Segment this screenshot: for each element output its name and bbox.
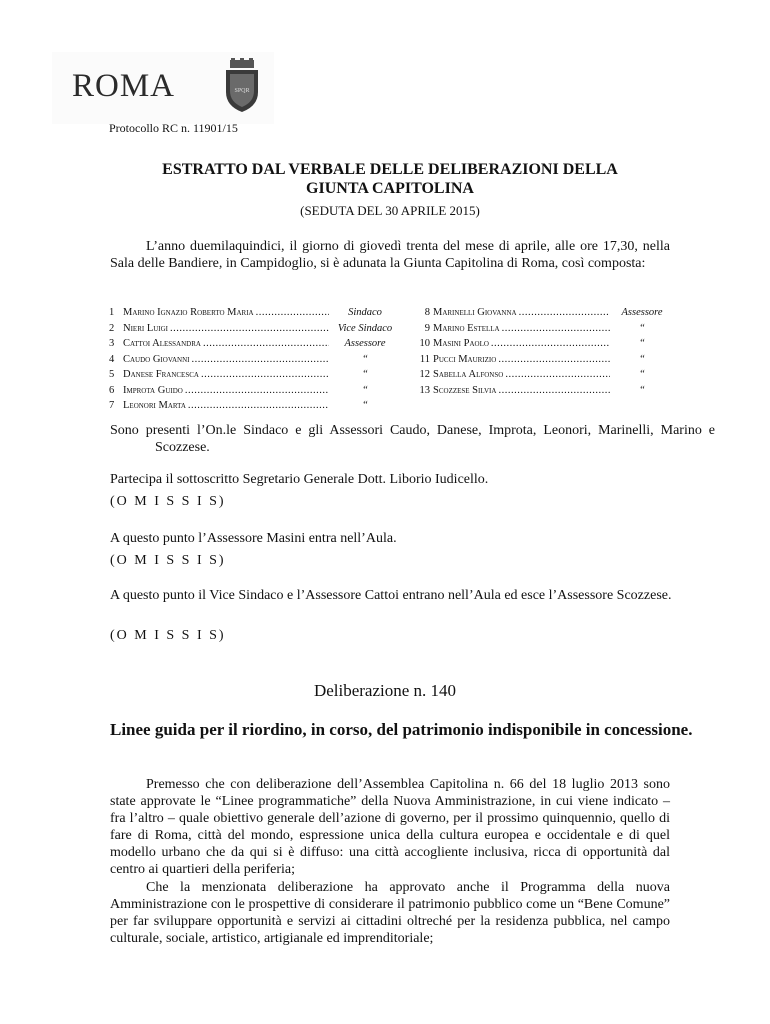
member-row: 5 Danese Francesca ..... “ xyxy=(109,367,399,383)
member-role: “ xyxy=(362,384,368,396)
document-title xyxy=(100,160,680,198)
omissis-3: (O M I S S I S) xyxy=(110,628,226,643)
che-paragraph: Che la menzionata deliberazione ha approvato anche il Programma della nuova Amministrazione con le prospettive di considerare il patrimonio pubblico come un “Bene Comune” per far sviluppare opportunità e servizi ai cittadini oltreché per la residenza pubblica, nel campo culturale, sociale, artistico, artigianale ed imprenditoriale; xyxy=(110,880,670,946)
member-name: Sabella Alfonso xyxy=(433,369,504,380)
member-row: 12 Sabella Alfonso ..... “ xyxy=(412,367,672,383)
member-row: 8 Marinelli Giovanna ..... Assessore xyxy=(412,305,672,321)
presenti-paragraph: Sono presenti l’On.le Sindaco e gli Assessori Caudo, Danese, Improta, Leonori, Marinelli, Marino e Scozzese. xyxy=(110,423,715,455)
member-row: 11 Pucci Maurizio ..... “ xyxy=(412,352,672,368)
member-row: 9 Marino Estella ..... “ xyxy=(412,321,672,337)
member-name: Caudo Giovanni xyxy=(123,353,190,365)
member-role: “ xyxy=(362,369,368,380)
session-date: (SEDUTA DEL 30 APRILE 2015) xyxy=(300,203,480,218)
member-role: “ xyxy=(639,384,645,396)
omissis-2: (O M I S S I S) xyxy=(110,553,226,568)
member-role: “ xyxy=(639,369,645,380)
omissis-1: (O M I S S I S) xyxy=(110,494,226,509)
header-logo xyxy=(52,52,274,124)
member-role: Sindaco xyxy=(348,307,382,318)
member-row: 13 Scozzese Silvia ..... “ xyxy=(412,383,672,399)
roma-crest-icon xyxy=(222,58,262,114)
member-role: “ xyxy=(639,338,645,349)
roma-logo-text: ROMA xyxy=(72,68,176,104)
member-role: “ xyxy=(639,322,645,334)
member-row: 3 Cattoi Alessandra ..... Assessore xyxy=(109,336,399,352)
deliberazione-number: Deliberazione n. 140 xyxy=(313,681,457,700)
member-name: Marino Estella xyxy=(433,322,500,334)
member-name: Danese Francesca xyxy=(123,369,199,380)
title-line-1: ESTRATTO DAL VERBALE DELLE DELIBERAZIONI DELLA xyxy=(162,161,618,178)
member-role: “ xyxy=(639,353,645,365)
partecipa-paragraph: Partecipa il sottoscritto Segretario Generale Dott. Liborio Iudicello. xyxy=(110,472,489,487)
member-name: Pucci Maurizio xyxy=(433,353,497,365)
protocol-number: Protocollo RC n. 11901/15 xyxy=(109,121,238,135)
member-name: Improta Guido xyxy=(123,384,183,396)
title-line-2: GIUNTA CAPITOLINA xyxy=(306,180,474,197)
member-name: Cattoi Alessandra xyxy=(123,338,201,349)
premesso-paragraph: Premesso che con deliberazione dell’Assemblea Capitolina n. 66 del 18 luglio 2013 sono state approvate le “Linee programmatiche” della Nuova Amministrazione, in cui viene indicato – fra l’altro – quale obiettivo generale dell’azione di governo, per il prossimo quinquennio, quello di fare di Roma, città del mondo, espressione unica della cultura europea e occidentale e di quel modello urbano che da qui si è diffuso: una città accogliente inclusiva, ricca di opportunità dal centro ai quartieri della periferia; xyxy=(110,777,670,877)
member-row: 4 Caudo Giovanni ..... “ xyxy=(109,352,399,368)
member-row: 2 Nieri Luigi ..... Vice Sindaco xyxy=(109,321,399,337)
member-role: “ xyxy=(362,400,368,411)
member-name: Marino Ignazio Roberto Maria xyxy=(123,307,254,318)
member-role: “ xyxy=(362,353,368,365)
svg-text:SPQR: SPQR xyxy=(234,88,250,94)
member-row: 1 Marino Ignazio Roberto Maria ..... Sindaco xyxy=(109,305,399,321)
member-row: 7 Leonori Marta ..... “ xyxy=(109,398,399,414)
member-name: Masini Paolo xyxy=(433,338,489,349)
member-row: 10 Masini Paolo ..... “ xyxy=(412,336,672,352)
member-name: Leonori Marta xyxy=(123,400,186,411)
member-role: Assessore xyxy=(344,338,386,349)
intro-paragraph: L’anno duemilaquindici, il giorno di giovedì trenta del mese di aprile, alle ore 17,30, nella Sala delle Bandiere, in Campidoglio, si è adunata la Giunta Capitolina di Roma, così composta: xyxy=(110,239,670,271)
deliberazione-subject: Linee guida per il riordino, in corso, del patrimonio indisponibile in concessione. xyxy=(110,720,693,739)
members-list-right xyxy=(412,305,672,398)
member-name: Marinelli Giovanna xyxy=(433,307,517,318)
vice-sindaco-paragraph: A questo punto il Vice Sindaco e l’Assessore Cattoi entrano nell’Aula ed esce l’Assessore Scozzese. xyxy=(110,588,672,603)
member-name: Nieri Luigi xyxy=(123,322,169,334)
member-role: Assessore xyxy=(621,307,663,318)
member-role: Vice Sindaco xyxy=(337,322,393,334)
members-list-left xyxy=(109,305,399,414)
member-row: 6 Improta Guido ..... “ xyxy=(109,383,399,399)
member-name: Scozzese Silvia xyxy=(433,384,497,396)
masini-paragraph: A questo punto l’Assessore Masini entra nell’Aula. xyxy=(110,531,397,546)
